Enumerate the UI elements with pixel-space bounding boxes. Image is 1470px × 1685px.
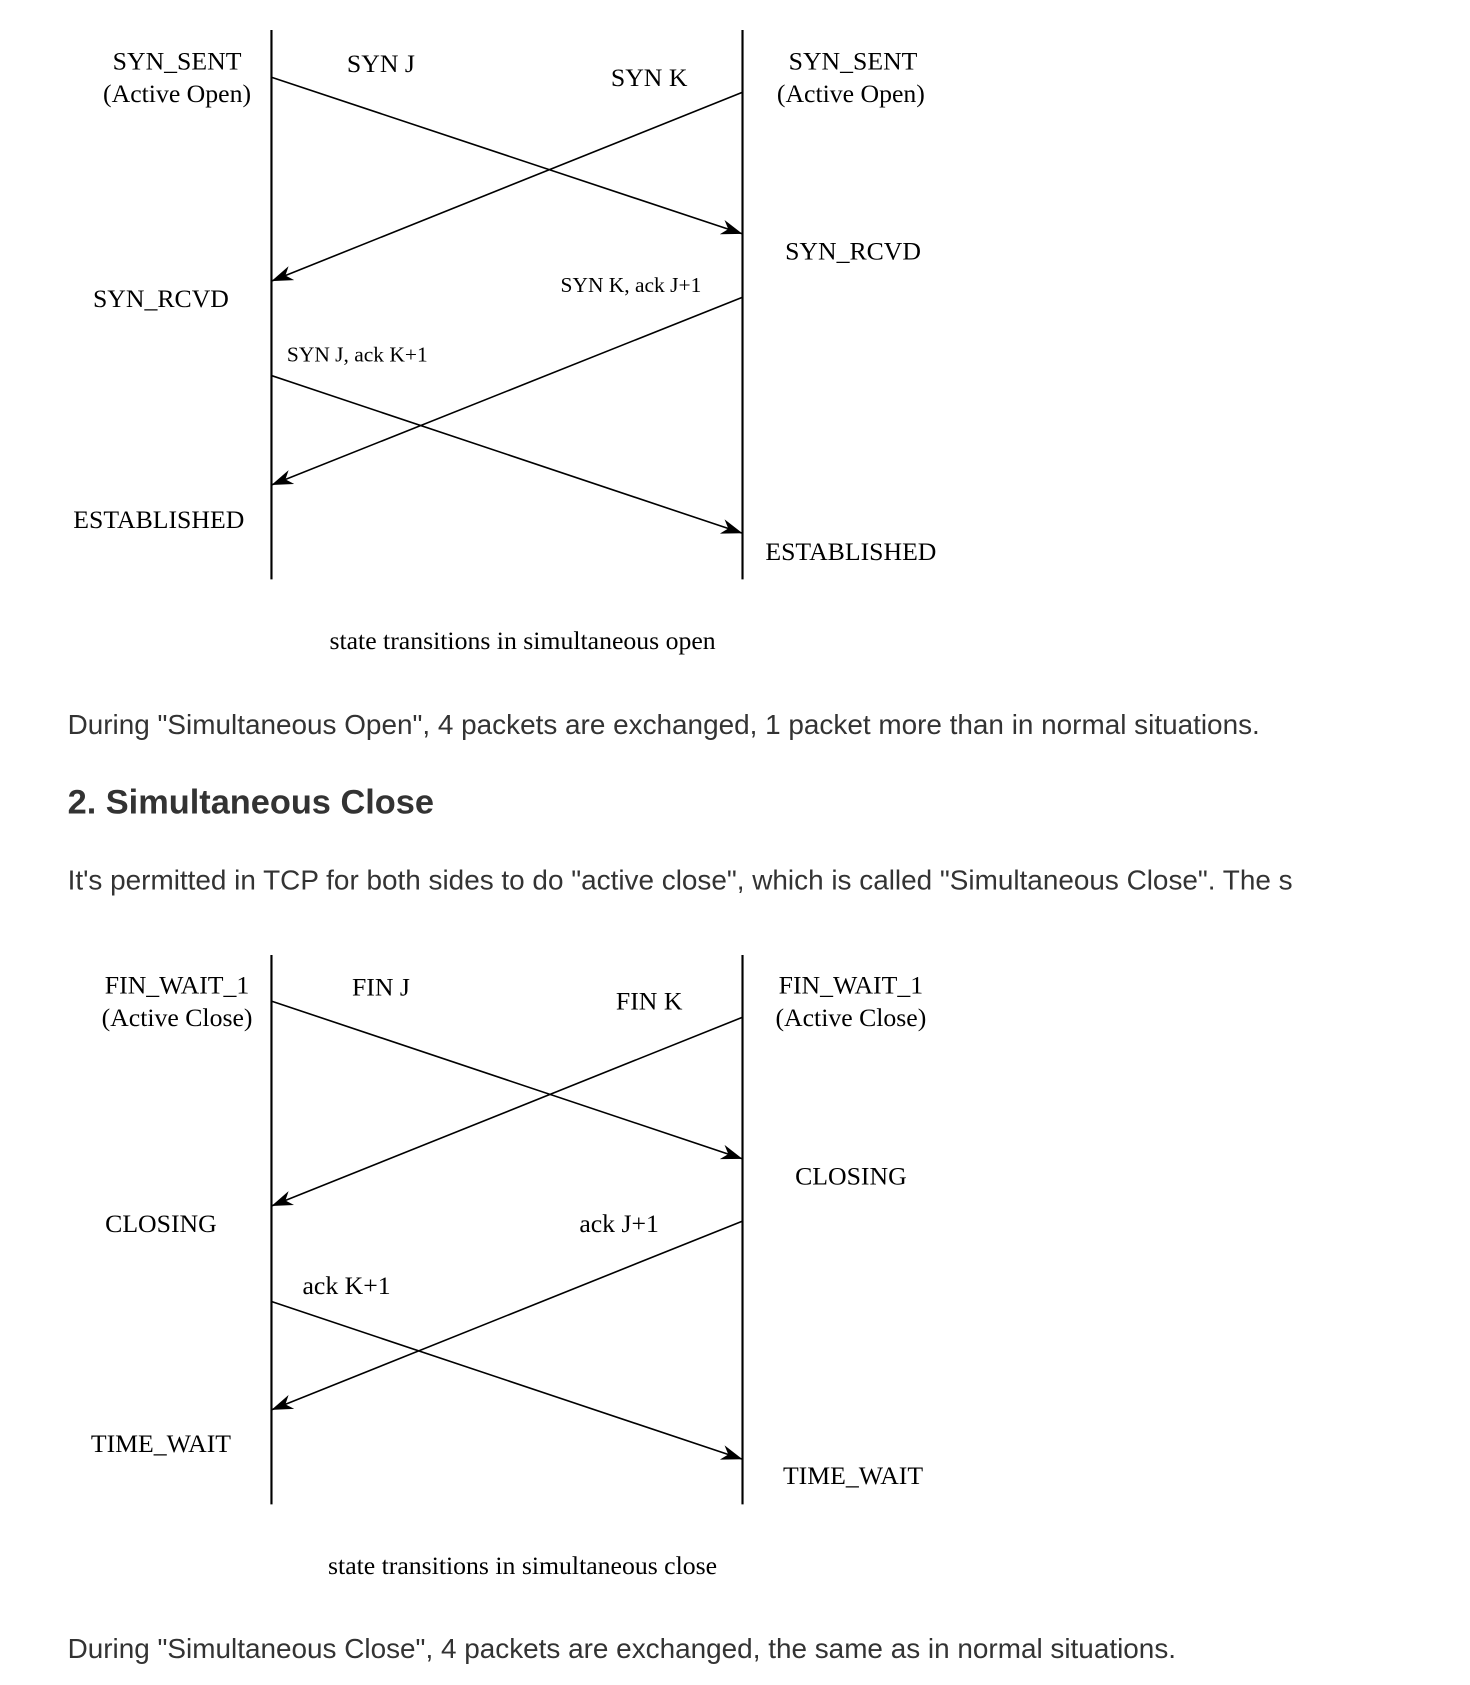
- msg-4-label: ack K+1: [302, 1271, 391, 1301]
- arrow-syn-j: [271, 77, 742, 234]
- msg-1-label: FIN J: [351, 972, 410, 1002]
- right-state-3: TIME_WAIT: [782, 1460, 924, 1490]
- msg-1-label: SYN J: [346, 48, 415, 78]
- simultaneous-open-diagram: [0, 0, 1470, 687]
- left-state-2: CLOSING: [105, 1208, 217, 1238]
- diagram-caption: state transitions in simultaneous open: [329, 626, 716, 656]
- right-state-3: ESTABLISHED: [765, 537, 937, 567]
- left-state-3: TIME_WAIT: [90, 1428, 232, 1458]
- arrow-ack-j: [271, 1221, 742, 1410]
- left-state-1-sub: (Active Open): [103, 78, 252, 108]
- section-heading: 2. Simultaneous Close: [67, 782, 434, 821]
- msg-3-label: ack J+1: [579, 1208, 659, 1238]
- msg-2-label: SYN K: [610, 62, 688, 92]
- arrow-ack-k: [271, 1302, 742, 1460]
- left-state-1-sub: (Active Close): [101, 1002, 253, 1032]
- simultaneous-close-diagram: [0, 925, 1470, 1590]
- msg-4-label: SYN J, ack K+1: [286, 342, 428, 367]
- right-state-2: CLOSING: [795, 1161, 907, 1191]
- right-state-1-sub: (Active Open): [776, 78, 925, 108]
- paragraph-close-summary: During "Simultaneous Close", 4 packets are exchanged, the same as in normal situations.: [67, 1632, 1177, 1665]
- arrow-syn-k: [271, 92, 742, 281]
- arrow-fin-k: [271, 1017, 742, 1206]
- right-state-2: SYN_RCVD: [785, 236, 922, 266]
- arrow-fin-j: [271, 1001, 742, 1159]
- right-state-1: SYN_SENT: [788, 46, 918, 76]
- left-state-3: ESTABLISHED: [73, 504, 245, 534]
- left-state-1: FIN_WAIT_1: [104, 970, 250, 1000]
- arrow-syn-j-ack: [271, 376, 742, 534]
- left-state-2: SYN_RCVD: [92, 283, 229, 313]
- right-state-1: FIN_WAIT_1: [778, 970, 924, 1000]
- arrow-syn-k-ack: [271, 297, 742, 485]
- right-state-1-sub: (Active Close): [775, 1002, 927, 1032]
- diagram-caption: state transitions in simultaneous close: [328, 1551, 718, 1581]
- msg-3-label: SYN K, ack J+1: [560, 272, 702, 297]
- msg-2-label: FIN K: [615, 986, 683, 1016]
- paragraph-close-intro: It's permitted in TCP for both sides to do "active close", which is called "Simultaneous Close". The s: [67, 863, 1293, 896]
- paragraph-open-summary: During "Simultaneous Open", 4 packets are exchanged, 1 packet more than in normal situations.: [67, 708, 1260, 741]
- left-state-1: SYN_SENT: [112, 46, 242, 76]
